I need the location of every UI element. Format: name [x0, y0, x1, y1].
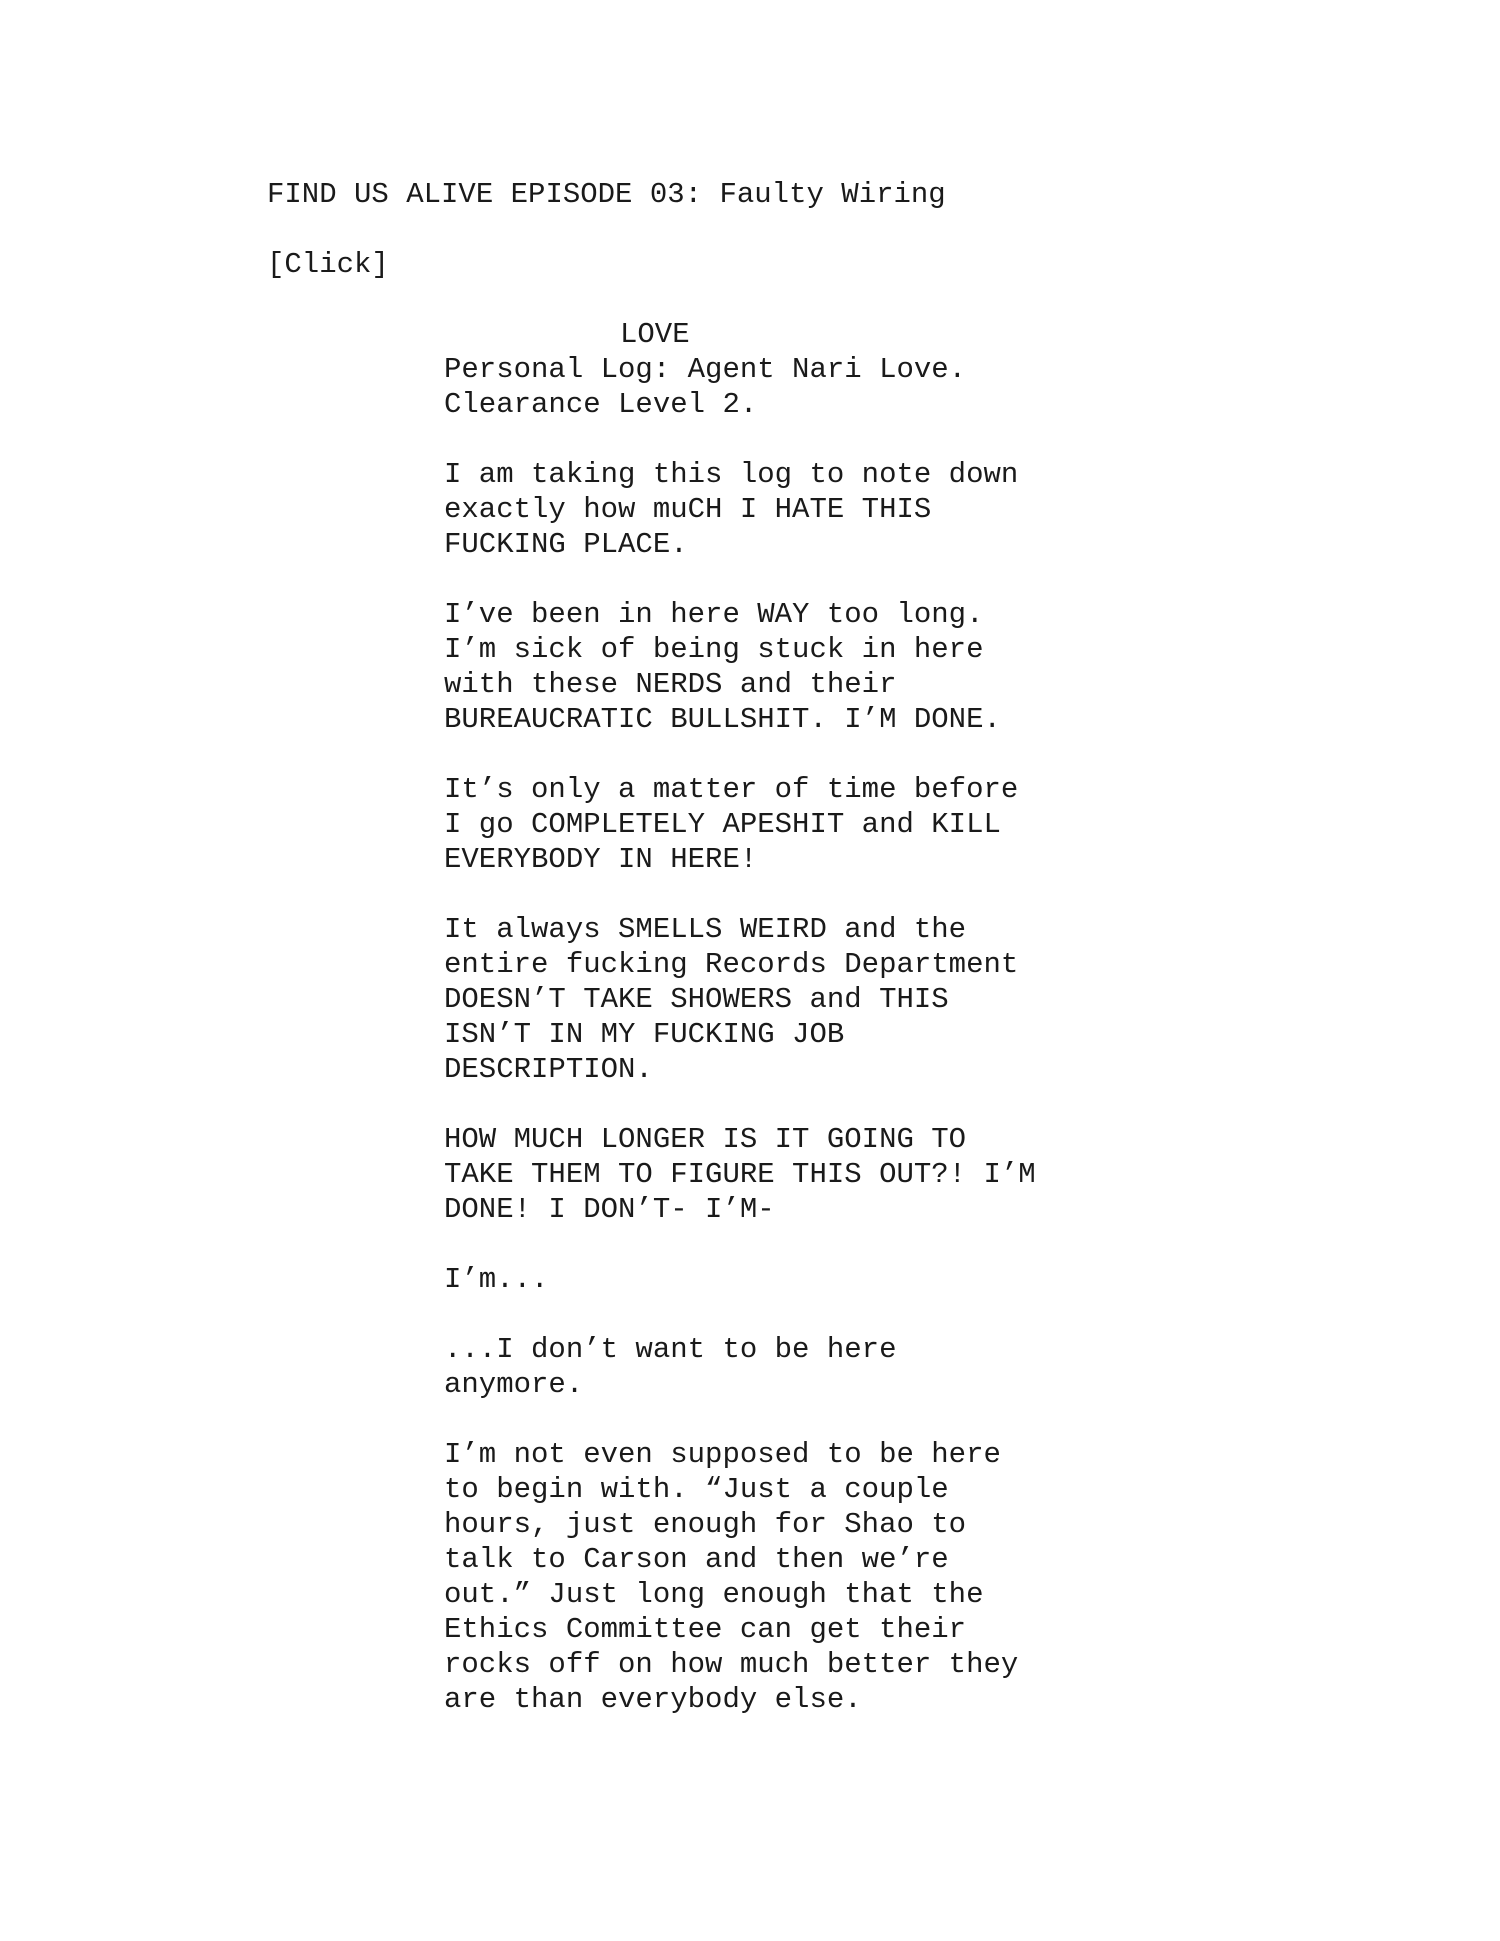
dialogue-paragraph: ...I don’t want to be here anymore. — [444, 1333, 897, 1401]
dialogue-paragraph: HOW MUCH LONGER IS IT GOING TO TAKE THEM TO FIGURE THIS OUT?! I’M DONE! I DON’T- I’M- — [444, 1123, 1036, 1226]
dialogue-paragraph: I’m... — [444, 1263, 549, 1296]
action-line: [Click] — [267, 248, 389, 281]
dialogue-paragraph: It’s only a matter of time before I go COMPLETELY APESHIT and KILL EVERYBODY IN HERE! — [444, 773, 1019, 876]
episode-title: FIND US ALIVE EPISODE 03: Faulty Wiring — [267, 178, 946, 211]
dialogue-paragraph: I am taking this log to note down exactly how muCH I HATE THIS FUCKING PLACE. — [444, 458, 1019, 561]
dialogue-paragraph: I’m not even supposed to be here to begin with. “Just a couple hours, just enough for Shao to talk to Carson and then we’re out.” Just long enough that the Ethics Committee can get their rocks off on how much better they are than everybody else. — [444, 1438, 1019, 1716]
dialogue-paragraph: It always SMELLS WEIRD and the entire fucking Records Department DOESN’T TAKE SHOWERS and THIS ISN’T IN MY FUCKING JOB DESCRIPTION. — [444, 913, 1019, 1086]
character-name: LOVE — [620, 318, 690, 351]
dialogue-block — [444, 352, 1064, 1752]
dialogue-paragraph: Personal Log: Agent Nari Love. Clearance Level 2. — [444, 353, 967, 421]
dialogue-paragraph: I’ve been in here WAY too long. I’m sick of being stuck in here with these NERDS and their BUREAUCRATIC BULLSHIT. I’M DONE. — [444, 598, 1001, 736]
